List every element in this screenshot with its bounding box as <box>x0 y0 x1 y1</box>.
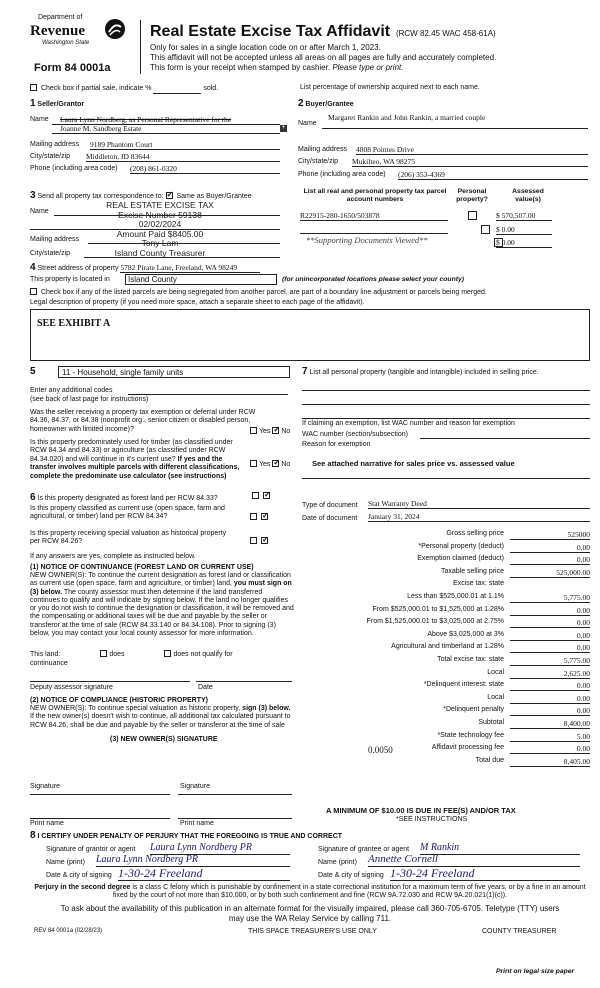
grantee-name-label: Name (print) <box>318 859 357 866</box>
section-number: 3 <box>30 190 36 201</box>
grantor-print-name[interactable]: Laura Lynn Nordberg PR <box>96 854 290 867</box>
historic-question: Is this property receiving special valuation as historical property per RCW 84.26? <box>30 530 227 546</box>
sold-label: sold. <box>203 85 219 92</box>
no-label: No <box>281 428 291 435</box>
legal-description-text: SEE EXHIBIT A <box>37 318 111 329</box>
grantee-date-label: Date & city of signing <box>318 872 384 879</box>
type-or-print-note: Please type or print. <box>332 63 404 72</box>
section-title: Buyer/Grantee <box>305 101 354 108</box>
partial-sale-checkbox[interactable] <box>30 84 37 91</box>
located-in-label: This property is located in <box>30 276 110 283</box>
personal-col-header: Personal property? <box>456 188 488 204</box>
revision-label: REV 84 0001a (02/28/23) <box>34 928 103 934</box>
calc-row <box>302 618 590 629</box>
n2-sign: sign (3) below. <box>242 705 291 712</box>
stamp-line: Tony Lam <box>141 238 179 249</box>
grantee-date-city[interactable]: 1-30-24 Freeland <box>390 866 580 881</box>
stamp-line: 02/02/2024 <box>138 219 182 230</box>
section-number: 4 <box>30 262 36 273</box>
grantor-date-label: Date & city of signing <box>46 872 112 879</box>
new-owner-sig-heading: (3) NEW OWNER(S) SIGNATURE <box>110 736 218 743</box>
buyer-city-label: City/state/zip <box>298 158 339 165</box>
doc-date-label: Date of document <box>302 515 358 522</box>
grantee-print-name[interactable]: Annette Cornell <box>368 853 580 867</box>
header-line-1: Only for sales in a single location code on or after March 1, 2023. <box>150 43 381 52</box>
narrative-note: See attached narrative for sales price vs. assessed value <box>312 459 515 468</box>
forest-yes-checkbox[interactable] <box>252 492 259 499</box>
calc-row <box>302 694 590 705</box>
section-number: 2 <box>298 98 304 109</box>
buyer-mailing-label: Mailing address <box>298 146 348 153</box>
deputy-date-label: Date <box>198 684 213 691</box>
see-instructions-note: *SEE INSTRUCTIONS <box>396 816 468 823</box>
perjury-text: is a class C felony which is punishable by confinement in a state correctional institution for a maximum term of five years, or by a fine in an amount fixed by the court of not more than $10,000, or by both such confinement and fine (RCW 9A.72.030 and RCW 9A.20.021(1)(c)). <box>112 884 586 900</box>
calc-label: Total due <box>475 756 504 764</box>
yes-label: Yes <box>259 428 271 435</box>
segregate-row <box>30 288 590 297</box>
seller-phone-label: Phone (including area code) <box>30 165 118 172</box>
legal-description-field[interactable] <box>30 309 590 361</box>
county-treasurer-label: COUNTY TREASURER <box>482 928 557 935</box>
calc-row <box>302 568 590 579</box>
timber-question-text: Is this property predominately used for timber (as classified under RCW 84.34 and 84.33) or agriculture (as classified under RCW 84.34.020) and will continue in it's current use? <box>30 439 233 463</box>
forest-question <box>30 492 218 504</box>
owner-signature-label-2: Signature <box>180 783 210 790</box>
exemption-yes-checkbox[interactable] <box>250 427 257 434</box>
notice-compliance-heading: (2) NOTICE OF COMPLIANCE (HISTORIC PROPERTY) <box>30 697 208 704</box>
calc-label: Agricultural and timberland at 1.28% <box>391 643 504 651</box>
calc-label: Gross selling price <box>446 530 504 537</box>
calc-value[interactable]: 5,775.00 <box>510 656 590 666</box>
section-number: 7 <box>302 366 308 377</box>
local-rate-field[interactable]: 0.0050 <box>368 745 393 755</box>
calc-row <box>302 681 590 692</box>
doc-date-field[interactable]: January 31, 2024 <box>368 512 590 522</box>
dor-logo <box>30 14 130 62</box>
calc-label: From $1,525,000.01 to $3,025,000 at 2.75% <box>366 618 504 626</box>
revenue-wordmark: Revenue <box>30 23 85 39</box>
buyer-city-field[interactable]: Mukilteo, WA 98275 <box>352 157 588 167</box>
header-line-3 <box>150 63 403 73</box>
calc-label: *Delinquent interest: state <box>423 681 504 689</box>
yes-label: Yes <box>259 461 271 468</box>
grantor-date-city[interactable]: 1-30-24 Freeland <box>118 866 290 881</box>
this-land-label: This land: <box>30 651 61 658</box>
buyer-mailing-field[interactable]: 4808 Pointes Drive <box>356 145 588 155</box>
land-use-code-select[interactable]: 11 - Household, single family units <box>58 366 290 378</box>
buyer-name-field[interactable]: Margaret Rankin and John Rankin, a married couple <box>328 113 486 122</box>
calc-label: Above $3,025,000 at 3% <box>427 630 504 638</box>
calc-value[interactable]: 8,400.00 <box>510 719 590 729</box>
calc-label: Less than $525,000.01 at 1.1% <box>407 593 504 600</box>
section4-street-row <box>30 262 260 274</box>
perjury-notice <box>30 884 590 901</box>
if-yes-note: If any answers are yes, complete as instructed below. <box>30 553 196 560</box>
calc-value[interactable]: 2,625.00 <box>510 669 590 679</box>
calc-row <box>302 706 590 717</box>
s3-name-label: Name <box>30 208 49 215</box>
reason-label: Reason for exemption <box>302 441 371 448</box>
receipt-note: This form is your receipt when stamped by cashier. <box>150 63 331 72</box>
doc-type-label: Type of document <box>302 502 358 509</box>
treasurer-stamp <box>95 201 225 258</box>
personal-property-checkbox-2[interactable] <box>481 225 490 234</box>
buyer-phone-field[interactable]: (206) 353-4369 <box>398 170 588 180</box>
title-block <box>150 22 590 41</box>
does-not-label: does not qualify for <box>173 651 233 658</box>
logo-swirl-icon <box>104 18 126 40</box>
minimum-due-note: A MINIMUM OF $10.00 IS DUE IN FEE(S) AND/OR TAX <box>326 806 516 815</box>
personal-property-checkbox-1[interactable] <box>468 211 477 220</box>
parcel-number-2[interactable] <box>300 225 448 234</box>
timber-question <box>30 439 246 481</box>
n2-text-2: If the new owner(s) doesn't wish to continue, all additional tax calculated pursuant to RCW 84.26, shall be due and payable by the seller or transferor at the time of sale <box>30 713 291 729</box>
notice-compliance-text <box>30 705 294 730</box>
calc-row <box>302 631 590 642</box>
calc-value[interactable]: 0.00 <box>510 543 590 553</box>
seller-name-line-1[interactable]: Laura Lynn Nordberg, as Personal Representative for the <box>60 115 232 124</box>
this-land-row <box>30 650 294 659</box>
historic-yes-no <box>250 537 270 546</box>
notice-continuance-text <box>30 572 294 638</box>
calc-label: Subtotal <box>478 719 504 726</box>
seller-phone-field[interactable]: (208) 861-0320 <box>130 164 280 174</box>
form-number: Form 84 0001a <box>34 62 111 74</box>
calc-label: Affidavit processing fee <box>431 744 504 752</box>
calc-row <box>302 732 590 743</box>
owner-print-name-label-2: Print name <box>180 820 214 827</box>
forest-question-text: Is this property designated as forest land per RCW 84.33? <box>37 495 218 502</box>
calc-value[interactable]: 0.00 <box>510 631 590 641</box>
seller-name-label: Name <box>30 116 49 123</box>
calc-row <box>302 669 590 680</box>
wac-number-label: WAC number (section/subsection) <box>302 431 408 438</box>
owner-signature-label-1: Signature <box>30 783 60 790</box>
calc-row <box>302 606 590 617</box>
calc-label: *Personal property (deduct) <box>418 542 504 550</box>
calc-value[interactable]: 0.00 <box>510 706 590 716</box>
assessed-value-3[interactable]: $ 0.00 <box>496 238 552 248</box>
calc-row <box>302 656 590 667</box>
calc-label: Excise tax: state <box>453 580 504 588</box>
calc-row <box>302 643 590 654</box>
calc-value[interactable]: 525,000.00 <box>510 568 590 578</box>
timber-yes-checkbox[interactable] <box>250 460 257 467</box>
calc-value[interactable]: 8,405.00 <box>510 757 590 767</box>
continuance-label: continuance <box>30 660 68 667</box>
forest-yes-no <box>252 492 272 501</box>
parcel-col-header: List all real and personal property tax parcel account numbers <box>303 188 447 204</box>
partial-sale-label: Check box if partial sale, indicate % <box>40 85 152 92</box>
seller-mailing-label: Mailing address <box>30 141 80 148</box>
calc-label: *State technology fee <box>437 731 504 739</box>
stamp-line: Island County Treasurer <box>114 247 206 258</box>
no-label: No <box>281 461 291 468</box>
n1-must-sign: you must sign on (3) below. <box>30 580 292 596</box>
exemption-no-checkbox[interactable] <box>272 427 279 434</box>
calc-label: *Delinquent penalty <box>443 706 504 714</box>
current-use-no-checkbox[interactable] <box>261 513 268 520</box>
calc-row <box>302 719 590 730</box>
notice-continuance-heading: (1) NOTICE OF CONTINUANCE (FOREST LAND OR CURRENT USE) <box>30 564 254 571</box>
seller-city-label: City/state/zip <box>30 153 71 160</box>
calc-label: From $525,000.01 to $1,525,000 at 1.28% <box>372 605 504 613</box>
ownership-note: List percentage of ownership acquired next to each name. <box>300 84 480 91</box>
stamp-line: Amount Paid $8405.00 <box>116 228 204 239</box>
forest-no-checkbox[interactable] <box>263 492 270 499</box>
historic-no-checkbox[interactable] <box>261 537 268 544</box>
state-label: Washington State <box>42 40 90 46</box>
legal-paper-note: Print on legal size paper <box>496 968 575 975</box>
stamp-line: Excise Number 59138 <box>118 209 202 220</box>
accessibility-note: To ask about the availability of this publication in an alternate format for the visually impaired, please call 360-705-6705. Teletype (TTY) users may use the WA Relay Service by calling 711. <box>60 904 560 923</box>
timber-question-bold: If yes and the transfer involves multiple parcels with different classifications, complete the predominate use calculator (see instructions) <box>30 455 240 480</box>
calc-label: Local <box>487 693 504 701</box>
calc-value[interactable]: 0.00 <box>510 555 590 565</box>
section-title: Seller/Grantor <box>37 101 85 108</box>
calc-value[interactable]: 0.00 <box>510 744 590 754</box>
personal-property-label: List all personal property (tangible and intangible) included in selling price. <box>309 369 539 376</box>
section-number: 8 <box>30 830 36 841</box>
deputy-signature-label: Deputy assessor signature <box>30 684 113 691</box>
calc-row <box>302 555 590 566</box>
certify-heading <box>30 830 342 842</box>
s3-mailing-label: Mailing address <box>30 236 80 243</box>
seller-city-field[interactable]: Middleton, ID 83644 <box>86 152 280 162</box>
historic-yes-checkbox[interactable] <box>250 537 257 544</box>
correspondence-label: Send all property tax correspondence to: <box>37 193 164 200</box>
does-not-checkbox[interactable] <box>164 650 171 657</box>
street-label: Street address of property <box>37 265 119 272</box>
calc-row <box>302 530 590 541</box>
legal-desc-label: Legal description of property (if you need more space, attach a separate sheet to each page of the affidavit). <box>30 299 365 306</box>
calc-label: Exemption claimed (deduct) <box>417 555 504 563</box>
calc-value[interactable]: 5.00 <box>510 732 590 742</box>
calc-label: Local <box>487 668 504 676</box>
segregate-label: Check box if any of the listed parcels are being segregated from another parcel, are part of a boundary line adjustment or parcels being merged. <box>40 289 487 296</box>
grantee-signature[interactable]: M Rankin <box>420 842 580 855</box>
calc-value[interactable]: 5,775.00 <box>510 593 590 603</box>
current-use-yes-no <box>250 513 270 522</box>
grantor-sig-label: Signature of grantor or agent <box>46 846 136 853</box>
partial-percent-field[interactable] <box>153 85 201 94</box>
section7-heading <box>302 366 590 378</box>
header-line-2: This affidavit will not be accepted unless all areas on all pages are fully and accurately completed. <box>150 53 497 62</box>
calc-value[interactable]: 525000 <box>510 530 590 540</box>
grantee-sig-label: Signature of grantee or agent <box>318 846 410 853</box>
see-back-note: (see back of last page for instructions) <box>30 396 149 403</box>
calc-value[interactable]: 0.00 <box>510 643 590 653</box>
grantor-signature[interactable]: Laura Lynn Nordberg PR <box>150 842 290 855</box>
buyer-heading <box>298 98 354 110</box>
calc-value[interactable]: 0.00 <box>510 681 590 691</box>
buyer-phone-label: Phone (including area code) <box>298 171 386 178</box>
section-number: 6 <box>30 492 36 503</box>
section-number: 1 <box>30 98 36 109</box>
n1-text-1: NEW OWNER(S): To continue the current designation as forest land or classification as current use (open space, farm and agriculture, or timber) land, <box>30 572 291 588</box>
timber-no-checkbox[interactable] <box>272 460 279 467</box>
add-seller-icon[interactable]: + <box>281 125 286 131</box>
county-select[interactable]: Island County <box>125 274 277 285</box>
calc-value[interactable]: 0.00 <box>510 694 590 704</box>
calc-row <box>302 543 590 554</box>
does-label: does <box>109 651 125 658</box>
calc-value[interactable]: 0.00 <box>510 618 590 628</box>
assessed-value-2[interactable]: $ 0.00 <box>496 225 552 235</box>
assessed-value-1[interactable]: $ 570,507.00 <box>496 211 552 221</box>
stamp-line: REAL ESTATE EXCISE TAX <box>106 200 214 210</box>
exemption-label: If claiming an exemption, list WAC number and reason for exemption <box>302 420 515 427</box>
owner-print-name-label-1: Print name <box>30 820 64 827</box>
dept-label: Department of <box>38 14 83 21</box>
seller-heading <box>30 98 84 110</box>
section5-number: 5 <box>30 366 36 377</box>
same-as-buyer-label: Same as Buyer/Grantee <box>176 193 252 200</box>
calc-value[interactable]: 0.00 <box>510 606 590 616</box>
s3-city-label: City/state/zip <box>30 250 71 257</box>
additional-codes-label: Enter any additional codes <box>30 387 113 394</box>
current-use-question: Is this property classified as current use (open space, farm and agricultural, or timber) land per RCW 84.34? <box>30 505 225 521</box>
n1-text-2: The county assessor must then determine if the land transferred continues to qualify and will indicate by signing below. If the land no longer qualifies or you do not wish to continue the designation or classification, it will be removed and the compensating or additional taxes will be due and payable by the seller or transferor at the time of sale (RCW 84.33.140 or 84.34.108). Prior to signing (3) below, you may contact your local county assessor for more information. <box>30 588 294 637</box>
certify-text: I CERTIFY UNDER PENALTY OF PERJURY THAT THE FOREGOING IS TRUE AND CORRECT <box>37 833 343 840</box>
assessed-col-header: Assessed value(s) <box>512 188 544 204</box>
rcw-ref: (RCW 82.45 WAC 458-61A) <box>395 29 496 38</box>
grantor-name-label: Name (print) <box>46 859 85 866</box>
calc-label: Taxable selling price <box>440 567 504 575</box>
calc-label: Total excise tax: state <box>437 656 504 663</box>
partial-sale-row <box>30 84 218 94</box>
treasurer-use-label: THIS SPACE TREASURER'S USE ONLY <box>248 928 377 935</box>
header-divider <box>140 20 141 74</box>
seller-mailing-field[interactable]: 9189 Phantom Court <box>90 140 280 150</box>
exemption-question: Was the seller receiving a property tax exemption or deferral under RCW 84.36, 84.37, or 84.38 (nonprofit org., senior citizen or disabled person, homeowner with limited income)? <box>30 409 256 433</box>
parcel-number-1[interactable]: R22915-280-1650/503878 <box>300 211 448 221</box>
located-note: (for unincorporated locations please select your county) <box>282 276 465 283</box>
street-address-field[interactable]: 5782 Pirate Lane, Freeland, WA 98249 <box>120 263 260 273</box>
calc-row <box>302 580 590 591</box>
same-as-buyer-checkbox[interactable] <box>166 192 173 199</box>
timber-yes-no <box>250 460 290 469</box>
does-checkbox[interactable] <box>100 650 107 657</box>
doc-type-field[interactable]: Stat Warranty Deed <box>368 499 590 509</box>
supporting-docs-note: **Supporting Documents Viewed** <box>306 235 428 245</box>
calc-row <box>302 757 590 768</box>
page-title: Real Estate Excise Tax Affidavit <box>150 23 391 40</box>
calc-row <box>302 744 590 755</box>
seller-name-line-2[interactable]: Joanne M. Sandberg Estate <box>60 124 142 133</box>
calc-row <box>302 593 590 604</box>
n2-text-1: NEW OWNER(S): To continue special valuation as historic property, <box>30 705 241 712</box>
buyer-name-label: Name <box>298 120 317 127</box>
segregate-checkbox[interactable] <box>30 288 37 295</box>
perjury-bold: Perjury in the second degree <box>34 884 131 891</box>
exemption-yes-no <box>250 427 290 436</box>
current-use-yes-checkbox[interactable] <box>250 513 257 520</box>
